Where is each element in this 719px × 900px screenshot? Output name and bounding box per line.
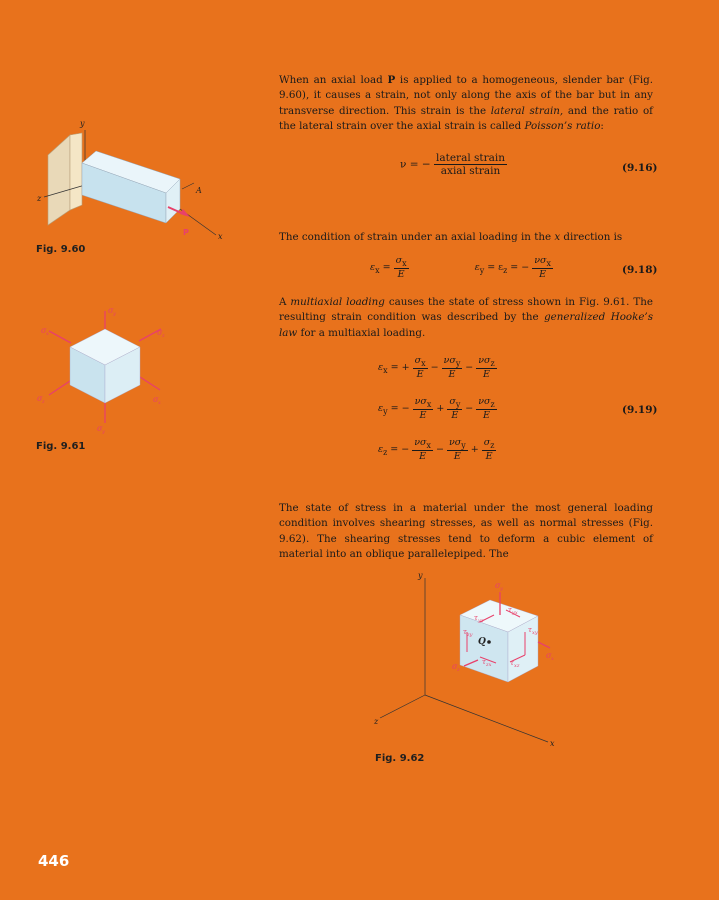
svg-text:τ: τ <box>482 658 486 666</box>
svg-text:σ: σ <box>157 328 163 337</box>
equation-9-18: $\varepsilon_x$ = $\frac{\sigma_x}{E}$ $\varepsilon_y = \varepsilon_z$ = − $\frac{\nu\sigma_x}{E}$ <box>370 255 552 280</box>
svg-text:σ: σ <box>153 395 159 404</box>
paragraph-axial-condition: The condition of strain under an axial loading in the x direction is <box>279 231 623 243</box>
figure-9-62 <box>370 570 570 750</box>
figure-9-61 <box>35 305 175 435</box>
label-P: P <box>183 228 189 237</box>
svg-text:Q: Q <box>478 637 486 647</box>
figure-9-60 <box>30 115 230 245</box>
svg-text:y: y <box>418 571 423 580</box>
label-y: y <box>80 119 85 128</box>
equation-9-16: ν = − $\frac{\text{lateral strain}}{\text{axial strain}}$ <box>400 152 506 177</box>
equation-9-19-row-y: $\varepsilon_y$ = − $\frac{\nu\sigma_x}{E}$ + $\frac{\sigma_y}{E}$ − $\frac{\nu\sigma_z}{E}$ <box>378 396 495 421</box>
svg-text:xy: xy <box>532 630 538 636</box>
svg-text:σ: σ <box>97 424 103 433</box>
svg-text:σ: σ <box>37 394 43 403</box>
svg-text:σ: σ <box>546 651 552 660</box>
equation-9-19-row-z: $\varepsilon_z$ = − $\frac{\nu\sigma_x}{E}$ − $\frac{\nu\sigma_y}{E}$ + $\frac{\sigma_z}{E}$ <box>378 437 495 462</box>
point-Q <box>487 640 491 644</box>
svg-text:τ: τ <box>528 626 532 634</box>
caption-fig-9-62: Fig. 9.62 <box>375 753 425 764</box>
svg-text:y: y <box>102 429 105 435</box>
equation-number-9-16: (9.16) <box>622 162 658 174</box>
equation-number-9-19: (9.19) <box>622 404 658 416</box>
stress-arrow-x <box>140 377 160 390</box>
svg-text:xz: xz <box>514 663 520 669</box>
z-axis <box>380 695 425 718</box>
svg-text:y: y <box>113 311 116 317</box>
svg-text:σ: σ <box>108 306 114 315</box>
svg-text:yz: yz <box>478 618 484 624</box>
svg-text:y: y <box>500 586 503 592</box>
svg-text:zx: zx <box>486 662 492 668</box>
svg-text:x: x <box>158 400 161 406</box>
svg-text:z: z <box>374 717 379 726</box>
page-number: 446 <box>38 852 70 870</box>
svg-text:z: z <box>42 399 45 405</box>
svg-text:σ: σ <box>452 662 458 671</box>
caption-fig-9-60: Fig. 9.60 <box>36 244 86 255</box>
svg-text:τ: τ <box>510 659 514 667</box>
label-A: A <box>196 186 202 195</box>
label-z: z <box>37 194 42 203</box>
equation-number-9-18: (9.18) <box>622 264 658 276</box>
svg-text:zy: zy <box>467 632 473 638</box>
svg-text:τ: τ <box>508 606 512 614</box>
svg-text:z: z <box>162 333 165 339</box>
wall <box>48 135 70 225</box>
svg-text:x: x <box>550 739 555 748</box>
sigma-x-arrow <box>538 642 550 648</box>
stress-arrow-z <box>49 379 73 395</box>
svg-text:σ: σ <box>495 581 501 590</box>
caption-fig-9-61: Fig. 9.61 <box>36 441 86 452</box>
stress-arrow-x-neg <box>49 331 71 343</box>
paragraph-poisson-intro: When an axial load P is applied to a homogeneous, slender bar (Fig. 9.60), it causes a strain, not only along the axis of the bar but in any transverse direction. This strain is the lateral strain, and the ratio of the lateral strain over the axial strain is called Poisson’s ratio: <box>279 74 653 133</box>
svg-text:τ: τ <box>474 614 478 622</box>
svg-text:yx: yx <box>512 610 518 616</box>
paragraph-general-stress: The state of stress in a material under the most general loading condition involves shearing stresses, as well as normal stresses (Fig. 9.62). The shearing stresses tend to deform a cubic element of material into an oblique parallelepiped. The <box>279 502 653 561</box>
svg-text:x: x <box>551 656 554 662</box>
paragraph-multiaxial: A multiaxial loading causes the state of stress shown in Fig. 9.61. The resulting strain condition was described by the generalized Hooke’s law for a multiaxial loading. <box>279 296 653 339</box>
svg-text:z: z <box>457 667 460 673</box>
svg-text:σ: σ <box>41 326 47 335</box>
svg-text:τ: τ <box>463 628 467 636</box>
equation-9-19-row-x: $\varepsilon_x$ = + $\frac{\sigma_x}{E}$ − $\frac{\nu\sigma_y}{E}$ − $\frac{\nu\sigma_z}{E}$ <box>378 355 495 380</box>
svg-text:x: x <box>46 331 49 337</box>
x-axis <box>425 695 548 742</box>
label-x: x <box>218 232 223 241</box>
